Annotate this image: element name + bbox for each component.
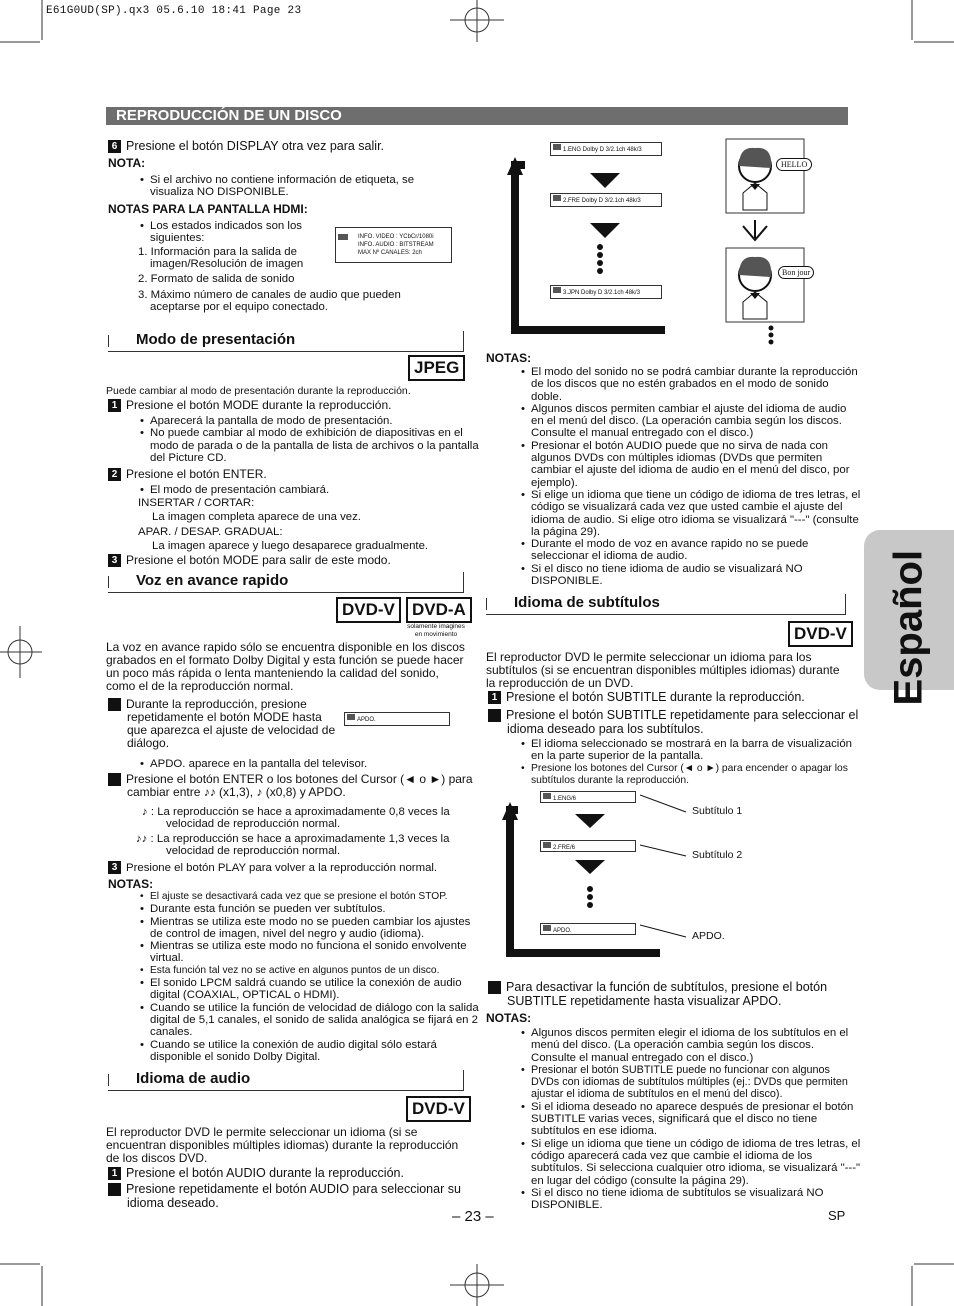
sub-screen-text: 2.FRE/6 (553, 845, 576, 851)
screen-icon (543, 842, 551, 848)
modo-step-2-text: Presione el botón ENTER. (126, 467, 267, 481)
section-modo (108, 331, 464, 352)
modo-step-2: 2 Presione el botón ENTER. (108, 468, 267, 481)
screen-icon (553, 144, 561, 150)
hdmi-line-3: 3. Máximo número de canales de audio que pueden aceptarse por el equipo conectado. (138, 289, 401, 314)
step-6: 6 Presione el botón DISPLAY otra vez para salir. (108, 140, 468, 154)
voz-step-1-text: Durante la reproducción, presione repetidamente el botón MODE hasta que aparezca el ajuste de velocidad de diálogo. (126, 697, 336, 750)
voz-intro: La voz en avance rapido sólo se encuentra disponible en los discos grabados en el formato Dolby Digital y esta función se puede hacer un poco más rápida o lenta manteniendo la calidad del sonido, como el de la reproducción normal. (106, 640, 465, 693)
modo-bullet: • No puede cambiar al modo de exhibición de diapositivas en el modo de parada o de la pantalla de lista de archivos o la pantalla del Picture CD. (150, 427, 480, 464)
nota-list (138, 174, 450, 199)
page-number: – 23 – (452, 1208, 494, 1225)
voz-speed-13: ♪♪ : La reproducción se hace a aproximadamente 1,3 veces la velocidad de reproducción normal. (136, 833, 450, 858)
voz-step-2-text: Presione el botón ENTER o los botones del Cursor (◄ o ►) para cambiar entre ♪♪ (x1,3), ♪ (x0,8) y APDO. (126, 772, 473, 799)
voz-step-2: 2 Presione el botón ENTER o los botones del Cursor (◄ o ►) para cambiar entre ♪♪ (x1,3), ♪ (x0,8) y APDO. (102, 772, 473, 799)
audio-title: Idioma de audio (136, 1070, 251, 1087)
voz-nota: • Durante esta función se pueden ver subtítulos. (150, 903, 480, 915)
sub-nota: • Algunos discos permiten elegir el idioma de los subtítulos en el menú del disco. (La operación cambia según los discos. Consulte el manual entregado con el disco.) (531, 1027, 861, 1064)
voz-step-3: 3 Presione el botón PLAY para volver a la reproducción normal. (108, 861, 437, 874)
voz-title: Voz en avance rapido (136, 572, 289, 589)
sub-step-1-text: Presione el botón SUBTITLE durante la reproducción. (506, 690, 805, 704)
modo-step-3-text: Presione el botón MODE para salir de este modo. (126, 553, 391, 567)
modo-step-3: 3 Presione el botón MODE para salir de este modo. (108, 554, 391, 567)
sub-bullet: • El idioma seleccionado se mostrará en la barra de visualización en la parte superior de la pantalla. (531, 738, 859, 763)
audio-screen-text: 3.JPN Dolby D 3/2.1ch 48k/3 (563, 290, 641, 296)
voz-nota: • Cuando se utilice la función de velocidad de diálogo con la salida digital de 5,1 canales, el sonido de salida analógica se fijará en 2 canales. (150, 1002, 480, 1039)
audio-ellipsis-dots (597, 242, 603, 276)
sub-step-2: 2 Presione el botón SUBTITLE repetidamente para seleccionar el idioma deseado para los subtítulos. (482, 708, 859, 736)
voz-bullets (138, 758, 480, 770)
screen-icon (543, 793, 551, 799)
voz-nota: • Cuando se utilice la conexión de audio digital sólo estará disponible el sonido Dolby Digital. (150, 1039, 480, 1064)
modo-intro: Puede cambiar al modo de presentación durante la reproducción. (106, 385, 411, 397)
section-voz (108, 572, 464, 593)
sub-step-3-text: Para desactivar la función de subtítulos, presione el botón SUBTITLE repetidamente hasta visualizar APDO. (506, 980, 828, 1008)
apdo-screen (344, 712, 450, 726)
hdmi-line-1: 1. Información para la salida de imagen/Resolución de imagen (138, 246, 304, 271)
modo-step-1: 1 Presione el botón MODE durante la reproducción. (108, 399, 391, 412)
hdmi-screen-line: MAX Nº CANALES: 2ch (358, 250, 422, 256)
voz-step-3-text: Presione el botón PLAY para volver a la reproducción normal. (126, 862, 438, 874)
hdmi-screen-text (358, 233, 434, 257)
audio-notas-title: NOTAS: (486, 351, 532, 365)
step-6-text: Presione el botón DISPLAY otra vez para salir. (126, 139, 385, 153)
bonjour-bubble: Bon jour (778, 266, 814, 279)
voz-nota: • Esta función tal vez no se active en algunos puntos de un disco. (150, 965, 480, 977)
print-header: E61G0UD(SP).qx3 05.6.10 18:41 Page 23 (46, 5, 302, 17)
audio-nota: • Si elige un idioma que tiene un código de idioma de tres letras, el código se visualizará cada vez que usted cambie el ajuste del idioma de audio. Si elige otro idioma se visualizará "---" (consulte la página 29). (531, 489, 861, 538)
audio-intro: El reproductor DVD le permite seleccionar un idioma (si se encuentran disponibles múltiples idiomas) durante la reproducción de los discos DVD. (106, 1125, 459, 1165)
voz-notas-list (138, 891, 480, 1063)
modo-apar-desc: La imagen aparece y luego desaparece gradualmente. (152, 540, 429, 552)
voz-bullet: • APDO. aparece en la pantalla del televisor. (150, 758, 480, 770)
audio-screen-3 (550, 285, 662, 299)
screen-icon (543, 925, 551, 931)
modo-title: Modo de presentación (136, 331, 296, 348)
audio-step-2-text: Presione repetidamente el botón AUDIO para seleccionar su idioma deseado. (126, 1182, 461, 1210)
sub-step-3: 3 Para desactivar la función de subtítulos, presione el botón SUBTITLE repetidamente hasta visualizar APDO. (482, 980, 828, 1008)
audio-nota: • Algunos discos permiten cambiar el ajuste del idioma de audio en el menú del disco. (La operación cambia según los discos. Consulte el manual entregado con el disco.) (531, 403, 861, 440)
hdmi-screen-line: INFO. VIDEO : YCbCr/1080i (358, 234, 434, 240)
audio-diagram-arrows (505, 135, 675, 345)
sub-label-1: Subtítulo 1 (692, 805, 743, 817)
voz-nota: • Mientras se utiliza este modo no se pueden cambiar los ajustes de control de imagen, nivel del negro y audio (idioma). (150, 916, 480, 941)
sub-bullet: • Presione los botones del Cursor (◄ o ►) para encender o apagar los subtítulos durante la reproducción. (531, 763, 859, 788)
screen-icon (347, 714, 355, 720)
modo-bullet: • El modo de presentación cambiará. (150, 484, 480, 496)
sub-notas-title: NOTAS: (486, 1011, 532, 1025)
voz-notas-title: NOTAS: (108, 877, 154, 891)
nota-item: • Si el archivo no contiene información de etiqueta, se visualiza NO DISPONIBLE. (150, 174, 450, 199)
sub-nota: • Presionar el botón SUBTITLE puede no funcionar con algunos DVDs con idiomas de subtítulos múltiples (ej.: DVDs que permiten ajustar el idioma de subtítulos en el menú del disco). (531, 1064, 861, 1101)
page-language: SP (828, 1208, 846, 1223)
modo-insertar: INSERTAR / CORTAR: (138, 497, 255, 509)
modo-insertar-desc: La imagen completa aparece de una vez. (152, 511, 361, 523)
modo-bullets (138, 415, 480, 464)
sub-intro: El reproductor DVD le permite seleccionar un idioma para los subtítulos (si se encuentran disponibles múltiples idiomas) durante la reproducción de un DVD. (486, 650, 840, 690)
sub-nota: • Si el idioma deseado no aparece después de presionar el botón SUBTITLE varias veces, significará que el disco no tiene subtítulos en ese idioma. (531, 1101, 861, 1138)
sub-nota: • Si el disco no tiene idioma de subtítulos se visualizará NO DISPONIBLE. (531, 1187, 861, 1212)
hdmi-title: NOTAS PARA LA PANTALLA HDMI: (108, 202, 308, 216)
hdmi-list (138, 220, 335, 245)
section-banner: REPRODUCCIÓN DE UN DISCO (106, 107, 848, 125)
apdo-screen-text: APDO. (357, 717, 376, 723)
modo-apar: APAR. / DESAP. GRADUAL: (138, 526, 283, 538)
sub-label-2: Subtítulo 2 (692, 849, 743, 861)
modo-step-1-text: Presione el botón MODE durante la reproducción. (126, 398, 392, 412)
sub-screen-1 (540, 791, 636, 803)
dvd-a-tag: DVD-A (406, 597, 472, 623)
sub-screen-2 (540, 840, 636, 852)
screen-icon (553, 287, 561, 293)
audio-nota: • Si el disco no tiene idioma de audio se visualizará NO DISPONIBLE. (531, 563, 861, 588)
jpeg-tag: JPEG (408, 355, 465, 381)
audio-screen-text: 1.ENG Dolby D 3/2.1ch 48k/3 (563, 147, 642, 153)
section-subtitulos (486, 594, 846, 615)
audio-nota: • El modo del sonido no se podrá cambiar durante la reproducción de los discos que no estén grabados en el modo de sonido doble. (531, 366, 861, 403)
language-side-tab (864, 530, 954, 706)
audio-notas-list (519, 366, 861, 587)
voz-nota: • El sonido LPCM saldrá cuando se utilice la conexión de audio digital (COAXIAL, OPTICAL o HDMI). (150, 977, 480, 1002)
hdmi-item: • Los estados indicados son los siguientes: (150, 220, 335, 245)
sub-nota: • Si elige un idioma que tiene un código de idioma de tres letras, el código aparecerá cada vez que cambie el idioma de los subtítulos. Si selecciona cualquier otro idioma, se visualizará "---" en lugar del código (consulte la página 29). (531, 1138, 861, 1187)
audio-dvd-v-tag: DVD-V (406, 1096, 471, 1122)
sub-screen-text: 1.ENG/6 (553, 796, 577, 802)
sub-notas-list (519, 1027, 861, 1211)
hello-bubble: HELLO (776, 158, 812, 171)
audio-screen-1 (550, 142, 662, 156)
sub-dvd-v-tag: DVD-V (788, 621, 853, 647)
voz-step-1: 1 Durante la reproducción, presione repetidamente el botón MODE hasta que aparezca el ajuste de velocidad de diálogo. (102, 697, 336, 750)
hdmi-screen-line: INFO. AUDIO : BITSTREAM (358, 242, 434, 248)
audio-step-2: 2 Presione repetidamente el botón AUDIO para seleccionar su idioma deseado. (102, 1182, 461, 1210)
modo-bullet: • Aparecerá la pantalla de modo de presentación. (150, 415, 480, 427)
screen-icon (338, 234, 348, 240)
screen-icon (553, 195, 561, 201)
audio-step-1: 1 Presione el botón AUDIO durante la reproducción. (108, 1167, 404, 1181)
sub-screen-text: APDO. (553, 928, 572, 934)
audio-step-1-text: Presione el botón AUDIO durante la reproducción. (126, 1166, 404, 1180)
voz-speed-08: ♪ : La reproducción se hace a aproximadamente 0,8 veces la velocidad de reproducción normal. (142, 806, 450, 831)
audio-screen-2 (550, 193, 662, 207)
voz-nota: • El ajuste se desactivará cada vez que se presione el botón STOP. (150, 891, 480, 903)
subtitulos-title: Idioma de subtítulos (514, 594, 660, 611)
audio-nota: • Presionar el botón AUDIO puede que no sirva de nada con algunos DVDs con múltiples idiomas (DVDs que permiten cambiar el ajuste del idioma de audio en el menú del disco, por ejemplo). (531, 440, 861, 489)
audio-screen-text: 2.FRE Dolby D 3/2.1ch 48k/3 (563, 198, 641, 204)
sub-step-1: 1 Presione el botón SUBTITLE durante la reproducción. (488, 691, 805, 705)
dvd-a-note: solamente imagines en movimiento (407, 623, 465, 638)
sub-screen-3 (540, 923, 636, 935)
speaker-illustrations (725, 138, 825, 348)
sub-ellipsis-dots (587, 884, 593, 910)
dvd-v-tag: DVD-V (336, 597, 401, 623)
sub-bullets (519, 738, 859, 787)
hdmi-line-2: 2. Formato de salida de sonido (138, 273, 295, 285)
audio-nota: • Durante el modo de voz en avance rapido no se puede seleccionar el idioma de audio. (531, 538, 861, 563)
sub-step-2-text: Presione el botón SUBTITLE repetidamente para seleccionar el idioma deseado para los subtítulos. (506, 708, 859, 736)
side-tab-label: Español (886, 549, 931, 706)
hdmi-screen (335, 227, 452, 263)
sub-label-3: APDO. (692, 930, 725, 942)
voz-nota: • Mientras se utiliza este modo no funciona el sonido envolvente virtual. (150, 940, 480, 965)
nota-title: NOTA: (108, 156, 146, 170)
modo-bullets-2 (138, 484, 480, 496)
section-audio (108, 1070, 464, 1091)
callout-lines (640, 790, 690, 950)
